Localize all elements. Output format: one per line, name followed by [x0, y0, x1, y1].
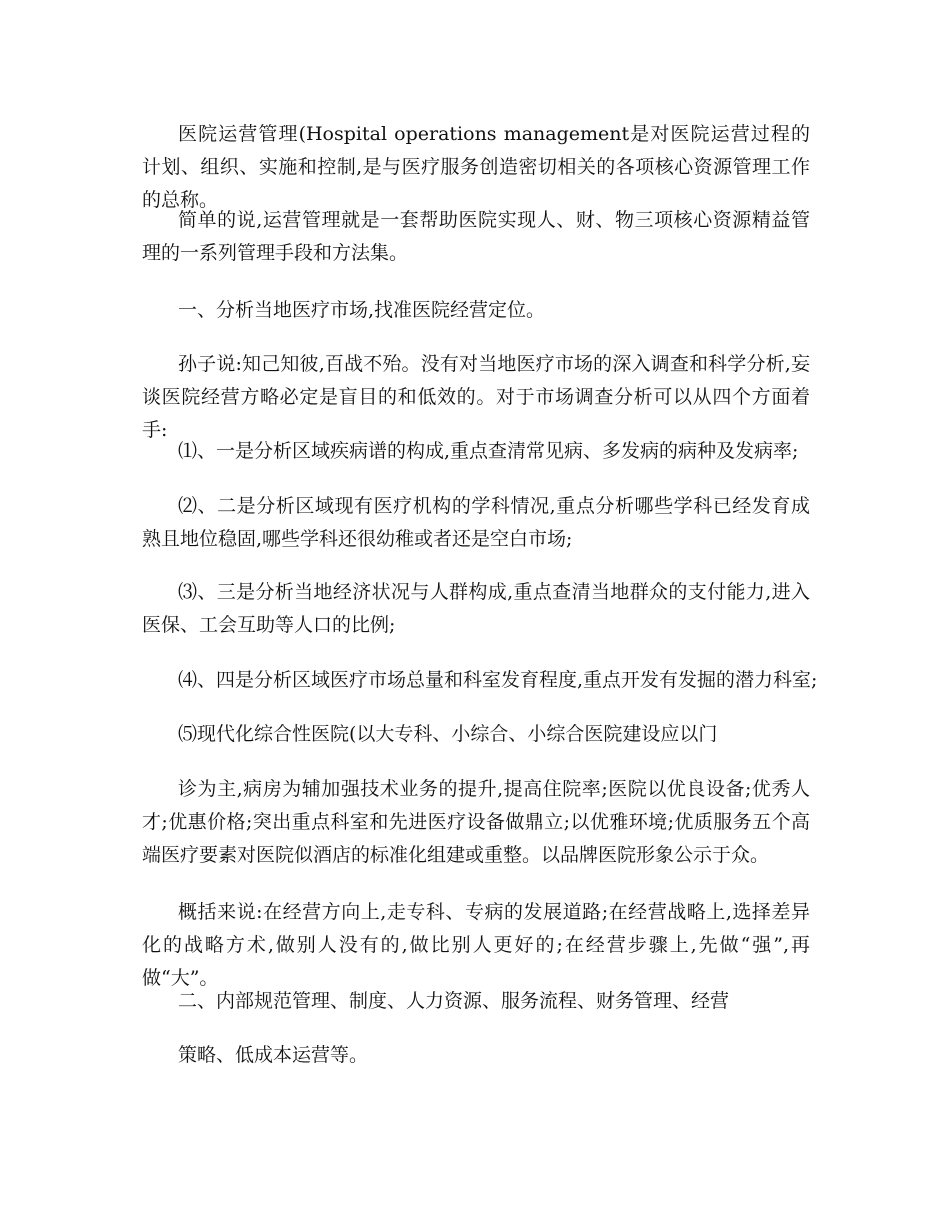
paragraph-outpatient-focus: 诊为主,病房为辅加强技术业务的提升,提高住院率;医院以优良设备;优秀人才;优惠价格;突出重点科室和先进医疗设备做鼎立;以优雅环境;优质服务五个高端医疗要素对医院似酒店的标准化组建或重整。以品牌医院形象公示于众。 [142, 778, 810, 866]
heading-section-one: 一、分析当地医疗市场,找准医院经营定位。 [178, 299, 546, 321]
list-item-3: ⑶、三是分析当地经济状况与人群构成,重点查清当地群众的支付能力,进入医保、工会互助等人口的比例; [142, 581, 810, 636]
paragraph-summary: 概括来说:在经营方向上,走专科、专病的发展道路;在经营战略上,选择差异化的战略方术,做别人没有的,做比别人更好的;在经营步骤上,先做“强”,再做“大”。 [142, 901, 810, 989]
list-item-5: ⑸现代化综合性医院(以大专科、小综合、小综合医院建设应以门 [178, 723, 718, 745]
heading-section-two: 二、内部规范管理、制度、人力资源、服务流程、财务管理、经营 [178, 990, 730, 1012]
paragraph-section-two-cont: 策略、低成本运营等。 [178, 1044, 369, 1066]
paragraph-intro-definition: 医院运营管理(Hospital operations management是对医院运营过程的计划、组织、实施和控制,是与医疗服务创造密切相关的各项核心资源管理工作的总称。 [142, 123, 810, 211]
paragraph-simple-explanation: 简单的说,运营管理就是一套帮助医院实现人、财、物三项核心资源精益管理的一系列管理手段和方法集。 [142, 209, 810, 264]
list-item-2: ⑵、二是分析区域现有医疗机构的学科情况,重点分析哪些学科已经发育成熟且地位稳固,哪些学科还很幼稚或者还是空白市场; [142, 495, 810, 550]
list-item-1: ⑴、一是分析区域疾病谱的构成,重点查清常见病、多发病的病种及发病率; [178, 440, 799, 462]
paragraph-sunzi-quote: 孙子说:知己知彼,百战不殆。没有对当地医疗市场的深入调查和科学分析,妄谈医院经营方略必定是盲目的和低效的。对于市场调查分析可以从四个方面着手: [142, 353, 810, 441]
list-item-4: ⑷、四是分析区域医疗市场总量和科室发育程度,重点开发有发掘的潜力科室; [178, 669, 818, 691]
